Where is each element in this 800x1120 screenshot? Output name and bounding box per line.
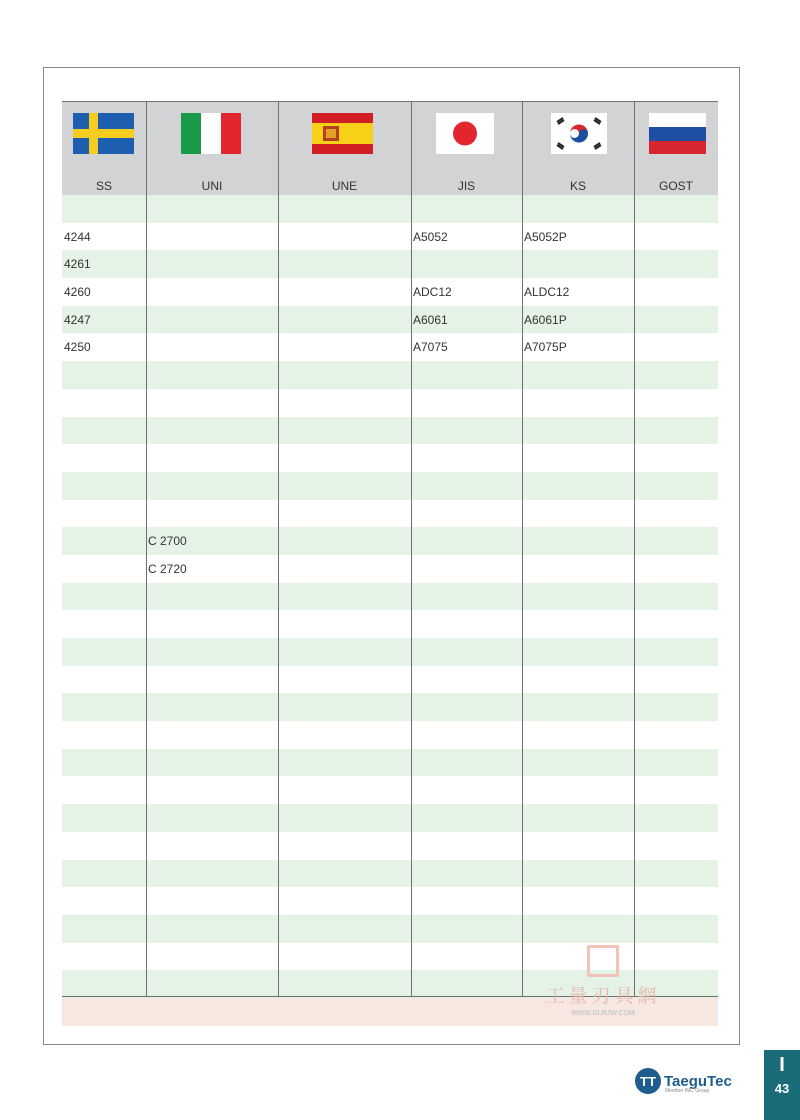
table-row bbox=[62, 721, 718, 749]
table-row bbox=[62, 860, 718, 888]
table-cell-jis bbox=[411, 721, 522, 749]
table-row bbox=[62, 749, 718, 777]
table-cell-ss bbox=[62, 527, 146, 555]
brand-name: TaeguTec bbox=[664, 1072, 732, 1090]
table-cell-une bbox=[278, 583, 411, 611]
table-cell-jis bbox=[411, 417, 522, 445]
table-cell-gost bbox=[634, 444, 718, 472]
table-cell-ks bbox=[522, 860, 634, 888]
table-row bbox=[62, 638, 718, 666]
table-cell-uni bbox=[146, 970, 278, 998]
table-cell-ks bbox=[522, 638, 634, 666]
column-header-ks: KS bbox=[569, 179, 586, 193]
table-cell-ks bbox=[522, 915, 634, 943]
table-cell-jis: A5052 bbox=[413, 229, 448, 244]
table-cell-ss bbox=[62, 195, 146, 223]
table-cell-une bbox=[278, 417, 411, 445]
table-row bbox=[62, 306, 718, 334]
table-cell-jis bbox=[411, 610, 522, 638]
table-row bbox=[62, 887, 718, 915]
table-row bbox=[62, 278, 718, 306]
material-comparison-table bbox=[62, 101, 718, 997]
table-cell-ss bbox=[62, 915, 146, 943]
table-cell-gost bbox=[634, 749, 718, 777]
table-cell-uni bbox=[146, 693, 278, 721]
table-cell-jis: A6061 bbox=[413, 312, 448, 327]
table-cell-une bbox=[278, 306, 411, 334]
table-cell-ss bbox=[62, 555, 146, 583]
brand-logo bbox=[635, 1068, 732, 1094]
table-cell-gost bbox=[634, 333, 718, 361]
table-cell-jis bbox=[411, 804, 522, 832]
table-cell-uni bbox=[146, 721, 278, 749]
column-divider bbox=[146, 101, 147, 997]
table-cell-uni bbox=[146, 500, 278, 528]
table-cell-jis bbox=[411, 389, 522, 417]
table-cell-une bbox=[278, 389, 411, 417]
table-cell-gost bbox=[634, 223, 718, 251]
table-cell-une bbox=[278, 500, 411, 528]
column-header-jis: JIS bbox=[457, 179, 476, 193]
table-cell-une bbox=[278, 610, 411, 638]
table-cell-ss bbox=[62, 444, 146, 472]
table-cell-une bbox=[278, 666, 411, 694]
table-cell-ss bbox=[62, 887, 146, 915]
table-cell-uni bbox=[146, 306, 278, 334]
table-cell-une bbox=[278, 444, 411, 472]
table-cell-une bbox=[278, 915, 411, 943]
table-cell-ks bbox=[522, 749, 634, 777]
table-cell-une bbox=[278, 998, 411, 1026]
table-cell-jis bbox=[411, 527, 522, 555]
table-cell-ss bbox=[62, 666, 146, 694]
table-cell-gost bbox=[634, 693, 718, 721]
table-cell-uni bbox=[146, 389, 278, 417]
table-cell-ss bbox=[62, 832, 146, 860]
table-row bbox=[62, 361, 718, 389]
table-cell-ks bbox=[522, 693, 634, 721]
column-divider bbox=[634, 101, 635, 997]
table-cell-jis bbox=[411, 555, 522, 583]
watermark-url: WWW.GLRJW.COM bbox=[571, 1010, 635, 1017]
table-cell-une bbox=[278, 278, 411, 306]
taegutec-logo-icon: TT bbox=[635, 1068, 661, 1094]
table-row bbox=[62, 472, 718, 500]
table-cell-uni bbox=[146, 417, 278, 445]
table-cell-jis bbox=[411, 361, 522, 389]
table-row bbox=[62, 417, 718, 445]
table-cell-gost bbox=[634, 832, 718, 860]
table-cell-ss bbox=[62, 776, 146, 804]
table-cell-uni bbox=[146, 804, 278, 832]
table-row bbox=[62, 333, 718, 361]
table-cell-jis bbox=[411, 250, 522, 278]
table-cell-ks bbox=[522, 500, 634, 528]
table-cell-uni bbox=[146, 278, 278, 306]
table-cell-ss: 4260 bbox=[64, 285, 91, 300]
table-cell-ks bbox=[522, 776, 634, 804]
table-cell-ss bbox=[62, 610, 146, 638]
table-cell-uni bbox=[146, 776, 278, 804]
table-cell-une bbox=[278, 860, 411, 888]
table-cell-ks bbox=[522, 195, 634, 223]
table-cell-uni bbox=[146, 444, 278, 472]
column-divider bbox=[411, 101, 412, 997]
column-divider bbox=[278, 101, 279, 997]
table-cell-jis bbox=[411, 638, 522, 666]
table-cell-uni bbox=[146, 943, 278, 971]
section-tab bbox=[764, 1050, 800, 1120]
table-cell-gost bbox=[634, 887, 718, 915]
table-cell-une bbox=[278, 832, 411, 860]
table-cell-jis bbox=[411, 693, 522, 721]
table-cell-uni bbox=[146, 333, 278, 361]
table-cell-uni bbox=[146, 195, 278, 223]
table-cell-jis bbox=[411, 915, 522, 943]
column-header-uni: UNI bbox=[201, 179, 223, 193]
table-cell-une bbox=[278, 804, 411, 832]
table-cell-gost bbox=[634, 361, 718, 389]
table-cell-gost bbox=[634, 527, 718, 555]
table-cell-uni: C 2720 bbox=[148, 561, 187, 576]
table-cell-gost bbox=[634, 638, 718, 666]
table-cell-ss bbox=[62, 860, 146, 888]
table-cell-jis bbox=[411, 943, 522, 971]
spain-flag-icon bbox=[312, 113, 373, 154]
italy-flag-icon bbox=[181, 113, 241, 154]
column-divider bbox=[522, 101, 523, 997]
table-cell-ks bbox=[522, 832, 634, 860]
table-cell-jis bbox=[411, 832, 522, 860]
table-cell-ss: 4250 bbox=[64, 340, 91, 355]
table-cell-jis bbox=[411, 887, 522, 915]
table-row bbox=[62, 915, 718, 943]
table-cell-jis bbox=[411, 998, 522, 1026]
table-cell-gost bbox=[634, 417, 718, 445]
table-row bbox=[62, 250, 718, 278]
table-cell-ks bbox=[522, 444, 634, 472]
table-cell-ks bbox=[522, 361, 634, 389]
table-cell-gost bbox=[634, 195, 718, 223]
table-cell-uni bbox=[146, 915, 278, 943]
table-cell-jis bbox=[411, 500, 522, 528]
table-cell-une bbox=[278, 195, 411, 223]
table-cell-ss bbox=[62, 583, 146, 611]
table-cell-ks bbox=[522, 555, 634, 583]
table-cell-jis bbox=[411, 666, 522, 694]
table-cell-ks: A5052P bbox=[524, 229, 567, 244]
table-cell-ss bbox=[62, 749, 146, 777]
table-cell-une bbox=[278, 527, 411, 555]
table-cell-ks bbox=[522, 610, 634, 638]
table-cell-une bbox=[278, 638, 411, 666]
table-cell-une bbox=[278, 970, 411, 998]
table-cell-une bbox=[278, 250, 411, 278]
table-cell-jis bbox=[411, 195, 522, 223]
column-header-gost: GOST bbox=[658, 179, 693, 193]
table-cell-gost bbox=[634, 721, 718, 749]
table-cell-ss bbox=[62, 361, 146, 389]
table-row bbox=[62, 195, 718, 223]
table-cell-ss bbox=[62, 804, 146, 832]
table-cell-gost bbox=[634, 306, 718, 334]
watermark bbox=[538, 945, 668, 1015]
table-cell-gost bbox=[634, 804, 718, 832]
table-cell-jis bbox=[411, 472, 522, 500]
table-cell-ks bbox=[522, 583, 634, 611]
table-row bbox=[62, 610, 718, 638]
table-cell-uni bbox=[146, 887, 278, 915]
table-cell-une bbox=[278, 749, 411, 777]
table-row bbox=[62, 583, 718, 611]
table-cell-gost bbox=[634, 915, 718, 943]
table-body bbox=[62, 195, 718, 1026]
table-cell-uni bbox=[146, 638, 278, 666]
table-cell-une bbox=[278, 223, 411, 251]
table-cell-uni: C 2700 bbox=[148, 534, 187, 549]
table-row bbox=[62, 389, 718, 417]
table-cell-ss: 4244 bbox=[64, 229, 91, 244]
watermark-logo-icon bbox=[587, 945, 619, 977]
table-row bbox=[62, 527, 718, 555]
table-cell-ks bbox=[522, 527, 634, 555]
japan-flag-icon bbox=[436, 113, 494, 154]
table-cell-jis bbox=[411, 444, 522, 472]
column-header-une: UNE bbox=[331, 179, 358, 193]
table-cell-une bbox=[278, 333, 411, 361]
table-cell-ks bbox=[522, 804, 634, 832]
table-cell-une bbox=[278, 887, 411, 915]
table-cell-gost bbox=[634, 583, 718, 611]
table-cell-une bbox=[278, 943, 411, 971]
table-cell-uni bbox=[146, 666, 278, 694]
korea-flag-icon bbox=[551, 113, 607, 154]
table-cell-gost bbox=[634, 389, 718, 417]
table-row bbox=[62, 666, 718, 694]
table-cell-ks: A7075P bbox=[524, 340, 567, 355]
table-cell-ss bbox=[62, 693, 146, 721]
table-cell-gost bbox=[634, 860, 718, 888]
table-cell-gost bbox=[634, 472, 718, 500]
table-row bbox=[62, 776, 718, 804]
table-cell-uni bbox=[146, 583, 278, 611]
table-cell-jis bbox=[411, 970, 522, 998]
table-row bbox=[62, 500, 718, 528]
russia-flag-icon bbox=[649, 113, 706, 154]
table-cell-une bbox=[278, 776, 411, 804]
table-cell-ks bbox=[522, 472, 634, 500]
table-cell-ks bbox=[522, 389, 634, 417]
sweden-flag-icon bbox=[73, 113, 134, 154]
table-cell-uni bbox=[146, 610, 278, 638]
table-cell-uni bbox=[146, 998, 278, 1026]
table-cell-uni bbox=[146, 749, 278, 777]
table-cell-ss: 4247 bbox=[64, 312, 91, 327]
watermark-text: 工量刃具網 bbox=[545, 985, 661, 1007]
table-cell-gost bbox=[634, 610, 718, 638]
table-row bbox=[62, 223, 718, 251]
column-header-ss: SS bbox=[95, 179, 112, 193]
table-cell-uni bbox=[146, 361, 278, 389]
table-cell-ss bbox=[62, 970, 146, 998]
table-cell-ss bbox=[62, 943, 146, 971]
table-cell-une bbox=[278, 472, 411, 500]
table-row bbox=[62, 832, 718, 860]
table-cell-ks bbox=[522, 666, 634, 694]
table-cell-gost bbox=[634, 250, 718, 278]
table-cell-ks bbox=[522, 250, 634, 278]
table-cell-gost bbox=[634, 500, 718, 528]
table-cell-gost bbox=[634, 555, 718, 583]
table-cell-ks bbox=[522, 721, 634, 749]
table-cell-uni bbox=[146, 472, 278, 500]
table-cell-ss bbox=[62, 721, 146, 749]
section-number: I bbox=[779, 1054, 785, 1076]
table-cell-ss: 4261 bbox=[64, 257, 91, 272]
table-cell-gost bbox=[634, 666, 718, 694]
table-row bbox=[62, 555, 718, 583]
table-cell-uni bbox=[146, 832, 278, 860]
table-cell-gost bbox=[634, 278, 718, 306]
table-cell-ss bbox=[62, 998, 146, 1026]
table-cell-ss bbox=[62, 500, 146, 528]
table-cell-uni bbox=[146, 223, 278, 251]
table-cell-ks bbox=[522, 417, 634, 445]
table-cell-uni bbox=[146, 250, 278, 278]
page-number: 43 bbox=[774, 1081, 790, 1096]
table-cell-gost bbox=[634, 776, 718, 804]
table-cell-jis bbox=[411, 749, 522, 777]
table-row bbox=[62, 693, 718, 721]
table-cell-ks: ALDC12 bbox=[524, 285, 570, 300]
table-cell-jis bbox=[411, 776, 522, 804]
table-cell-une bbox=[278, 693, 411, 721]
table-cell-une bbox=[278, 555, 411, 583]
brand-subtitle: Member IMC Group bbox=[665, 1088, 710, 1094]
table-cell-ss bbox=[62, 389, 146, 417]
table-cell-uni bbox=[146, 860, 278, 888]
table-row bbox=[62, 804, 718, 832]
table-cell-une bbox=[278, 721, 411, 749]
table-cell-jis: A7075 bbox=[413, 340, 448, 355]
table-cell-ss bbox=[62, 417, 146, 445]
table-cell-jis bbox=[411, 583, 522, 611]
table-header bbox=[62, 101, 718, 196]
table-cell-ss bbox=[62, 638, 146, 666]
table-cell-ks bbox=[522, 887, 634, 915]
table-cell-ks: A6061P bbox=[524, 312, 567, 327]
table-cell-une bbox=[278, 361, 411, 389]
table-row bbox=[62, 444, 718, 472]
table-cell-jis bbox=[411, 860, 522, 888]
table-cell-ss bbox=[62, 472, 146, 500]
table-cell-jis: ADC12 bbox=[413, 285, 452, 300]
